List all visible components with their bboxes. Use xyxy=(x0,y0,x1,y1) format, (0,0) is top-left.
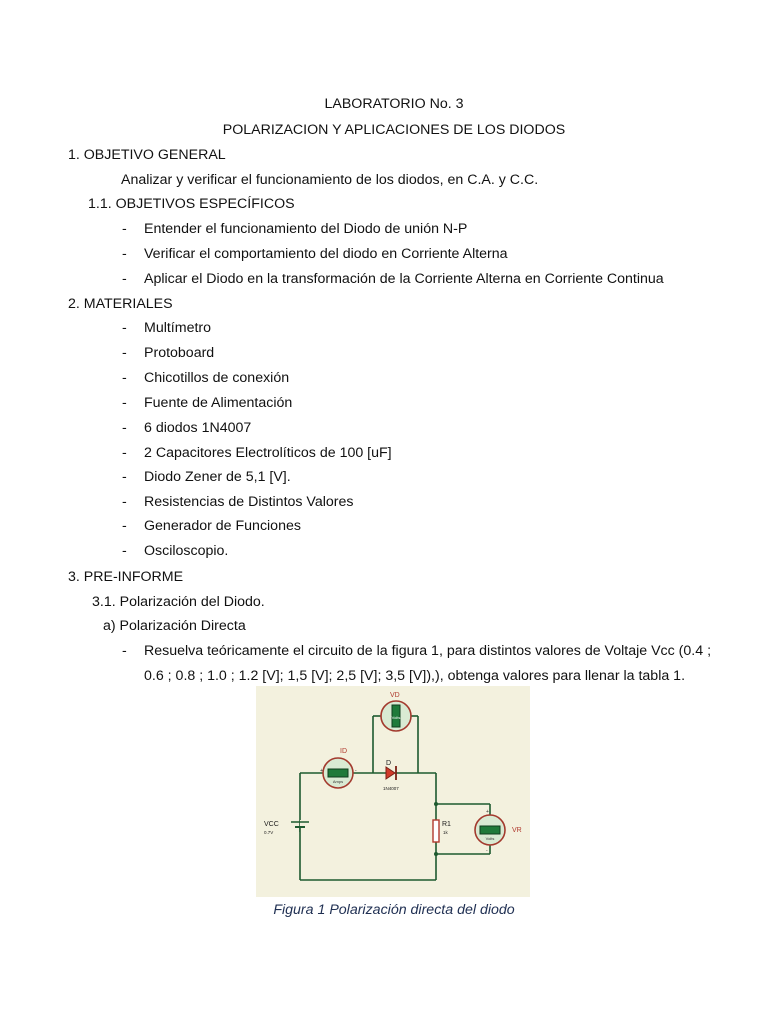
section-1-heading: 1. OBJETIVO GENERAL xyxy=(68,147,226,163)
figure-caption: Figura 1 Polarización directa del diodo xyxy=(273,902,515,918)
battery-symbol xyxy=(291,820,320,832)
label-d: D xyxy=(386,760,392,767)
label-vcc: VCC xyxy=(264,821,279,828)
general-objective-text: Analizar y verificar el funcionamiento de los diodos, en C.A. y C.C. xyxy=(121,172,539,188)
list-bullet: - xyxy=(122,494,127,510)
list-item: Osciloscopio. xyxy=(144,543,229,559)
voltmeter-vd xyxy=(381,701,411,731)
terminal-plus: + xyxy=(320,768,323,774)
section-2-heading: 2. MATERIALES xyxy=(68,296,173,312)
list-bullet: - xyxy=(122,320,127,336)
list-item: Aplicar el Diodo en la transformación de la Corriente Alterna en Corriente Continua xyxy=(144,271,664,287)
section-3-heading: 3. PRE-INFORME xyxy=(68,569,184,585)
list-bullet: - xyxy=(122,246,127,262)
list-item: Generador de Funciones xyxy=(144,518,301,534)
meter-unit: Amps xyxy=(332,779,344,784)
label-r1: R1 xyxy=(442,821,451,828)
list-item: Multímetro xyxy=(144,320,212,336)
label-vcc-value: 0.7V xyxy=(264,830,274,835)
subsection-a-heading: a) Polarización Directa xyxy=(103,618,246,634)
section-1-1-heading: 1.1. OBJETIVOS ESPECÍFICOS xyxy=(88,196,295,212)
label-vr: VR xyxy=(512,827,522,834)
list-item: Diodo Zener de 5,1 [V]. xyxy=(144,469,291,485)
list-bullet: - xyxy=(122,518,127,534)
list-bullet: - xyxy=(122,643,127,659)
circuit-diagram xyxy=(256,686,530,897)
list-item: Fuente de Alimentación xyxy=(144,395,293,411)
list-bullet: - xyxy=(122,370,127,386)
label-vd: VD xyxy=(390,692,400,699)
circuit-wires xyxy=(300,716,490,880)
label-r1-value: 1k xyxy=(443,830,448,835)
list-bullet: - xyxy=(122,420,127,436)
list-bullet: - xyxy=(122,445,127,461)
terminal-minus: - xyxy=(486,848,488,854)
circuit-figure xyxy=(256,686,530,897)
document-subtitle: POLARIZACION Y APLICACIONES DE LOS DIODOS xyxy=(222,122,566,138)
list-bullet: - xyxy=(122,221,127,237)
instruction-line-2: 0.6 ; 0.8 ; 1.0 ; 1.2 [V]; 1,5 [V]; 2,5 [V]; 3,5 [V]),), obtenga valores para llenar la tabla 1. xyxy=(144,668,686,684)
list-item: Chicotillos de conexión xyxy=(144,370,290,386)
diode-symbol xyxy=(386,766,396,780)
list-bullet: - xyxy=(122,395,127,411)
list-item: Entender el funcionamiento del Diodo de unión N-P xyxy=(144,221,468,237)
list-bullet: - xyxy=(122,345,127,361)
list-item: 2 Capacitores Electrolíticos de 100 [uF] xyxy=(144,445,392,461)
list-item: Verificar el comportamiento del diodo en Corriente Alterna xyxy=(144,246,508,262)
meter-unit: Volts xyxy=(391,715,401,720)
voltmeter-vr xyxy=(475,815,505,845)
label-id: ID xyxy=(340,748,347,755)
list-item: 6 diodos 1N4007 xyxy=(144,420,252,436)
terminal-plus: + xyxy=(486,809,489,815)
list-item: Protoboard xyxy=(144,345,215,361)
label-diode-part: 1N4007 xyxy=(383,786,399,791)
list-bullet: - xyxy=(122,543,127,559)
meter-unit: Volts xyxy=(485,836,495,841)
document-title: LABORATORIO No. 3 xyxy=(324,96,464,112)
list-bullet: - xyxy=(122,469,127,485)
resistor-symbol xyxy=(433,820,439,842)
list-bullet: - xyxy=(122,271,127,287)
ammeter-id xyxy=(323,758,353,788)
section-3-1-heading: 3.1. Polarización del Diodo. xyxy=(92,594,265,610)
instruction-line-1: Resuelva teóricamente el circuito de la figura 1, para distintos valores de Voltaje Vcc (0.4 ; xyxy=(144,643,712,659)
terminal-minus: - xyxy=(355,768,357,774)
list-item: Resistencias de Distintos Valores xyxy=(144,494,354,510)
